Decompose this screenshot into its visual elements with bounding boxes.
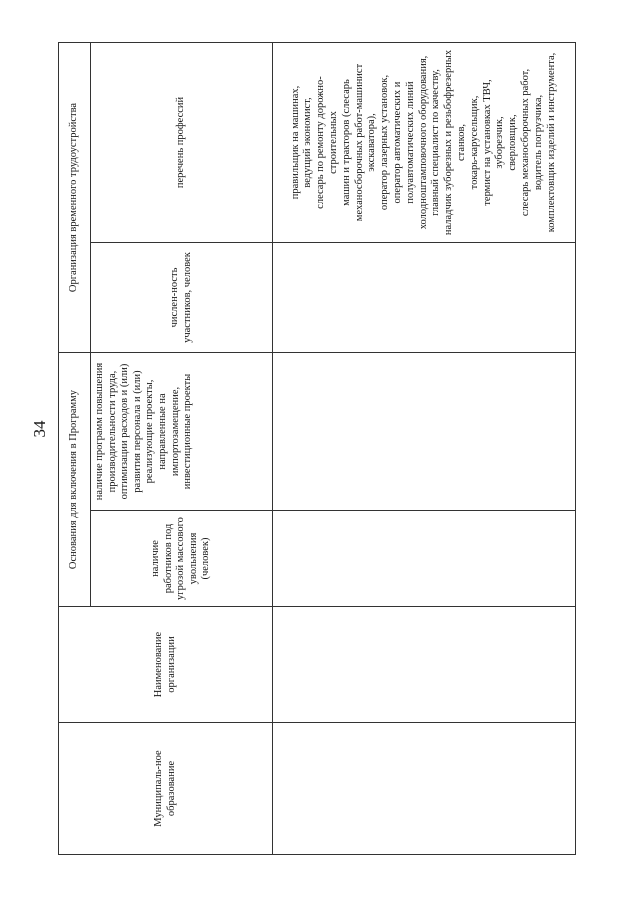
header-professions-list: перечень профессий: [91, 43, 273, 243]
data-row: [273, 43, 576, 855]
profession-item: оператор автоматических и полуавтоматических линий холодноштамповочного оборудования,: [392, 55, 429, 230]
profession-item: токарь-карусельщик,: [468, 95, 480, 190]
profession-item: водитель погрузчика,: [532, 94, 544, 191]
header-programs-presence: наличие программ повышения производительности труда, оптимизации расходов и (или) развития персонала и (или) реализующие проекты, направленные на импортозамещение, инвестиционные проекты: [91, 353, 273, 511]
header-temp-employment: Организация временного трудоустройства: [59, 43, 91, 353]
header-municipality: Муниципаль-ное образование: [59, 723, 273, 855]
profession-item: ведущий экономист,: [302, 97, 314, 188]
profession-item: комплектовщик изделий и инструмента,: [545, 52, 557, 233]
cell-participants: [273, 243, 576, 353]
cell-municipality: [273, 723, 576, 855]
profession-item: главный специалист по качеству,: [430, 69, 442, 216]
header-participants-count: числен-ность участников, человек: [91, 243, 273, 353]
employment-program-table: [58, 42, 576, 855]
header-row-1: [59, 43, 91, 855]
cell-organization: [273, 607, 576, 723]
cell-workers-threat: [273, 511, 576, 607]
profession-item: слесарь механосборочных работ,: [519, 68, 531, 217]
profession-item: зуборезчик,: [494, 116, 506, 169]
page-number-wrap: [30, 414, 50, 444]
rotated-table-container: [58, 43, 576, 855]
profession-item: правильщик на машинах,: [289, 85, 301, 200]
profession-item: слесарь по ремонту дорожно-строительных: [315, 76, 340, 209]
header-organization-name: Наименование организации: [59, 607, 273, 723]
header-program-basis: Основания для включения в Программу: [59, 353, 91, 607]
page-number: 34: [30, 420, 49, 438]
profession-item: оператор лазерных установок,: [379, 74, 391, 211]
profession-item: термист на установках ТВЧ,: [481, 79, 493, 206]
header-workers-threat: наличие работников под угрозой массового увольнения (человек): [91, 511, 273, 607]
profession-item: машин и тракторов (слесарь механосборочных работ-машинист экскаватора),: [340, 63, 378, 222]
profession-item: наладчик зуборезных и резьбофрезерных станков,: [443, 49, 467, 236]
profession-item: сверловщик,: [507, 114, 519, 171]
cell-professions: [273, 43, 576, 243]
cell-programs-presence: [273, 353, 576, 511]
